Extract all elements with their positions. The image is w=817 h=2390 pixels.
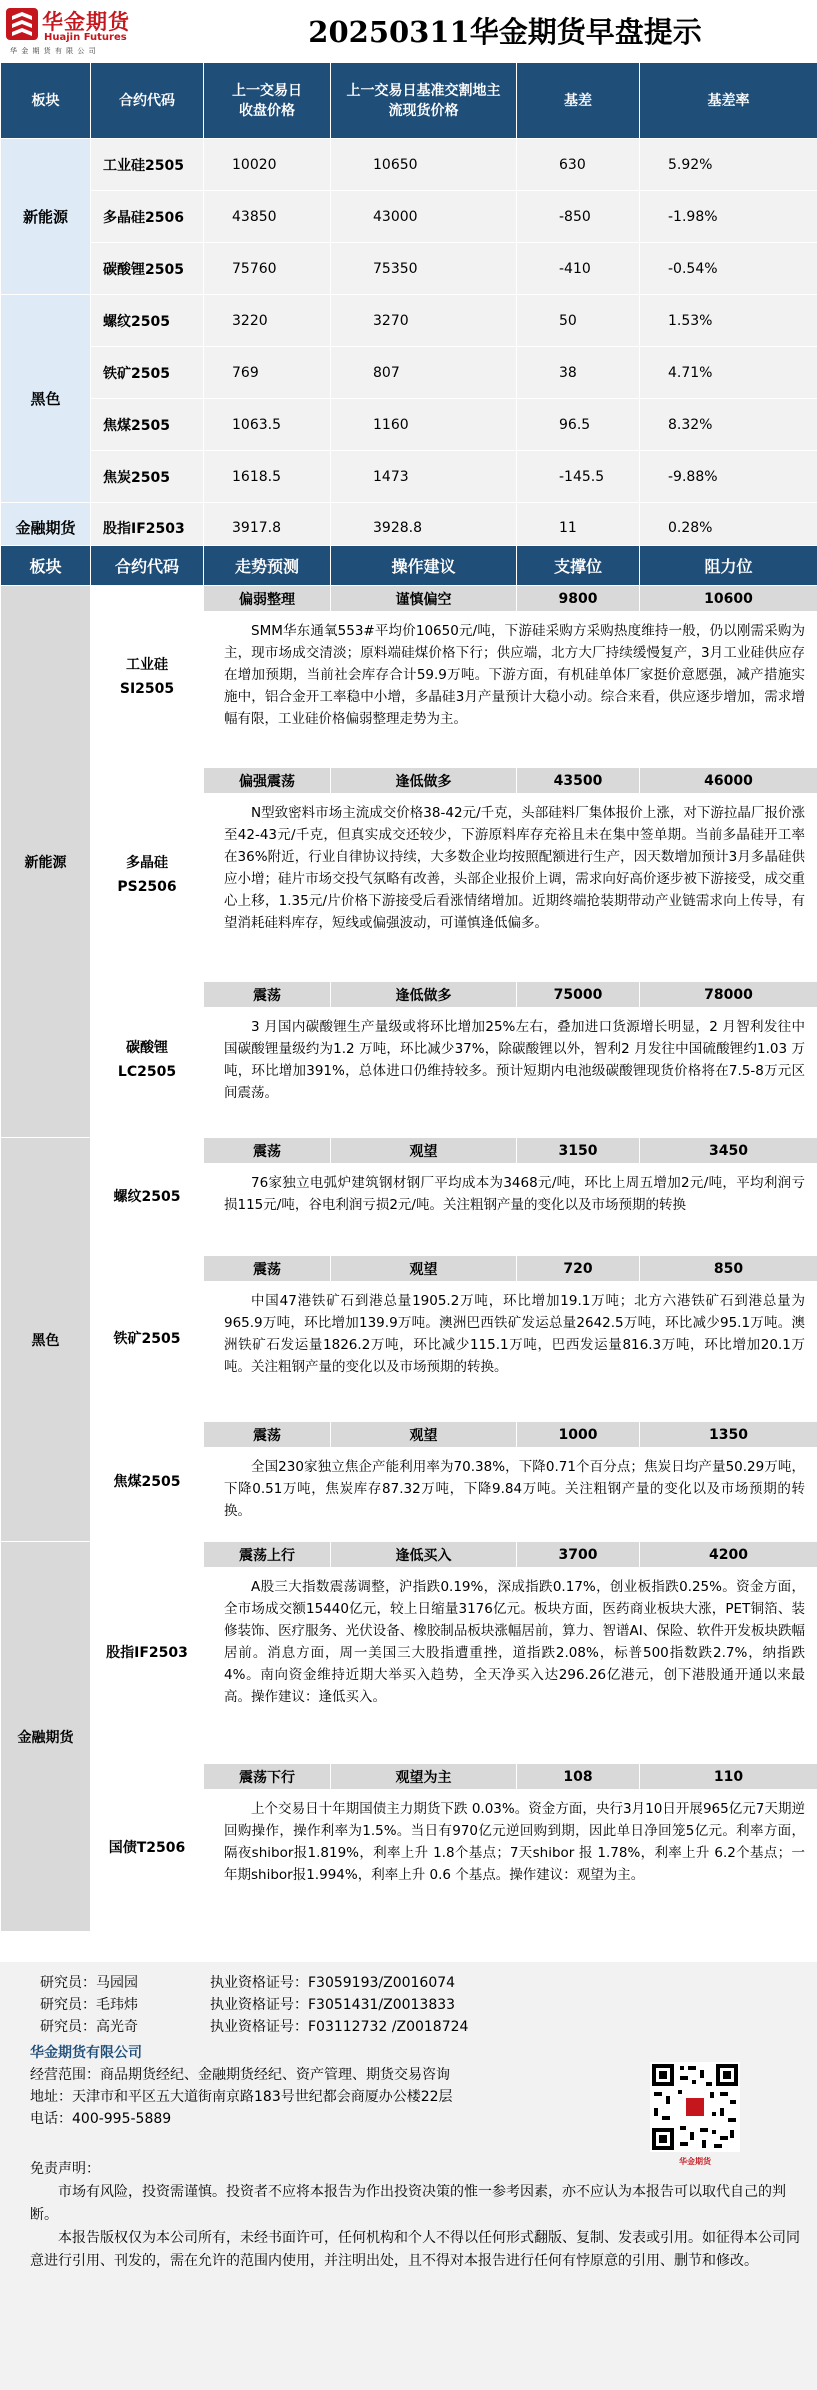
strategy-summary-row — [1, 1422, 817, 1448]
logo-mark-icon — [6, 8, 38, 40]
analysis-text: N型致密料市场主流成交价格38-42元/千克，头部硅料厂集体报价上涨，对下游拉晶厂报价涨至42-43元/千克，但真实成交还较少，下游原料库存充裕且未在集中签单期。当前多晶硅开工率在36%附近，行业自律协议持续，大多数企业均按照配额进行生产，因天数增加预计3月多晶硅供应小增；硅片市场交投气氛略有改善，头部企业报价上调，需求向好高价逐步被下游接受，成交重心上移，1.35元/片价格下游接受后看涨情绪增加。近期终端抢装期带动产业链需求向上传导，有望消耗硅料库存，短线或偏强波动，可谨慎逢低偏多。 — [204, 794, 817, 982]
contract-code: 焦煤2505 — [91, 399, 204, 451]
resistance-level: 850 — [640, 1256, 817, 1282]
analysis-text: SMM华东通氧553#平均价10650元/吨，下游硅采购方采购热度维持一般，仍以刚需采购为主，现市场成交清淡；原料端硅煤价格下行；供应端，北方大厂持续缓慢复产，3月工业硅供应存在增加预期，当前社会库存合计59.9万吨。下游方面，有机硅单体厂家挺价意愿强，减产措施实施中，铝合金开工率稳中小增，多晶硅3月产量预计大稳小动。综合来看，供应逐步增加，需求增幅有限，工业硅价格偏弱整理走势为主。 — [204, 612, 817, 768]
basis-value: 630 — [517, 139, 640, 191]
support-level: 43500 — [517, 768, 640, 794]
close-price: 769 — [204, 347, 331, 399]
basis-row — [1, 399, 817, 451]
spot-price: 10650 — [331, 139, 517, 191]
analysis-text: 3 月国内碳酸锂生产量级或将环比增加25%左右，叠加进口货源增长明显，2 月智利发往中国碳酸锂量级约为1.2 万吨，环比减少37%，除碳酸锂以外，智利2 月发往中国硫酸锂约1.03 万吨，环比增加391%，总体进口仍维持较多。预计短期内电池级碳酸锂现货价格将在7.5-8万元区间震荡。 — [204, 1008, 817, 1138]
basis-header-cell: 合约代码 — [91, 63, 204, 139]
strategy-summary-row — [1, 586, 817, 612]
strategy-header-cell: 板块 — [1, 546, 91, 586]
analyst-cert: 执业资格证号：F3059193/Z0016074 — [210, 1975, 456, 1991]
basis-row — [1, 347, 817, 399]
basis-row — [1, 139, 817, 191]
basis-row — [1, 295, 817, 347]
contact-info — [30, 2064, 453, 2130]
strategy-header-cell: 支撑位 — [517, 546, 640, 586]
strategy-summary-row — [1, 1138, 817, 1164]
operation-advice: 谨慎偏空 — [331, 586, 517, 612]
close-price: 43850 — [204, 191, 331, 243]
basis-row — [1, 243, 817, 295]
spot-price: 43000 — [331, 191, 517, 243]
operation-advice: 逢低做多 — [331, 982, 517, 1008]
contract-code: 多晶硅 PS2506 — [91, 768, 204, 982]
spot-price: 1160 — [331, 399, 517, 451]
close-price: 1063.5 — [204, 399, 331, 451]
spot-price: 807 — [331, 347, 517, 399]
support-level: 3150 — [517, 1138, 640, 1164]
strategy-table — [0, 545, 817, 1932]
sector-name: 金融期货 — [1, 503, 91, 553]
report-footer — [0, 1962, 817, 2390]
disclaimer-paragraph: 本报告版权仅为本公司所有，未经书面许可，任何机构和个人不得以任何形式翻版、复制、发表或引用。如征得本公司同意进行引用、刊发的，需在允许的范围内使用，并注明出处，且不得对本报告进行任何有悖原意的引用、删节和修改。 — [30, 2230, 800, 2269]
analyst-name: 研究员：高光奇 — [40, 2019, 138, 2035]
qr-caption: 华金期货 — [679, 2157, 711, 2166]
basis-header-cell: 上一交易日 收盘价格 — [204, 63, 331, 139]
resistance-level: 4200 — [640, 1542, 817, 1568]
resistance-level: 110 — [640, 1764, 817, 1790]
logo-sub-text: 华 金 期 货 有 限 公 司 — [10, 47, 97, 55]
trend-forecast: 震荡 — [204, 982, 331, 1008]
sector-name: 新能源 — [1, 586, 91, 1138]
contract-code: 碳酸锂 LC2505 — [91, 982, 204, 1138]
basis-value: -145.5 — [517, 451, 640, 503]
strategy-summary-row — [1, 1256, 817, 1282]
sector-name: 黑色 — [1, 1138, 91, 1542]
contract-code: 焦煤2505 — [91, 1422, 204, 1542]
support-level: 720 — [517, 1256, 640, 1282]
close-price: 3917.8 — [204, 503, 331, 553]
basis-rate: 8.32% — [640, 399, 817, 451]
analyst-row — [40, 2016, 468, 2038]
basis-row — [1, 191, 817, 243]
basis-header-cell: 基差 — [517, 63, 640, 139]
close-price: 10020 — [204, 139, 331, 191]
resistance-level: 78000 — [640, 982, 817, 1008]
contract-code: 国债T2506 — [91, 1764, 204, 1932]
sector-name: 新能源 — [1, 139, 91, 295]
trend-forecast: 偏弱整理 — [204, 586, 331, 612]
basis-rate: 1.53% — [640, 295, 817, 347]
support-level: 1000 — [517, 1422, 640, 1448]
disclaimer-title: 免责声明： — [30, 2161, 100, 2177]
contract-code: 多晶硅2506 — [91, 191, 204, 243]
disclaimer-paragraph: 市场有风险，投资需谨慎。投资者不应将本报告为作出投资决策的惟一参考因素，亦不应认为本报告可以取代自己的判断。 — [30, 2184, 786, 2223]
contract-code: 铁矿2505 — [91, 347, 204, 399]
basis-header-cell: 上一交易日基准交割地主 流现货价格 — [331, 63, 517, 139]
company-address: 地址：天津市和平区五大道街南京路183号世纪都会商厦办公楼22层 — [30, 2089, 453, 2105]
basis-header-cell: 基差率 — [640, 63, 817, 139]
basis-header-row — [1, 63, 817, 139]
basis-value: -850 — [517, 191, 640, 243]
analyst-name: 研究员：毛玮炜 — [40, 1997, 138, 2013]
analyst-name: 研究员：马园园 — [40, 1975, 138, 1991]
strategy-header-cell: 合约代码 — [91, 546, 204, 586]
operation-advice: 逢低买入 — [331, 1542, 517, 1568]
sector-name: 金融期货 — [1, 1542, 91, 1932]
spot-price: 75350 — [331, 243, 517, 295]
analyst-row — [40, 1972, 468, 1994]
support-level: 9800 — [517, 586, 640, 612]
analysis-text: 76家独立电弧炉建筑钢材钢厂平均成本为3468元/吨，环比上周五增加2元/吨，平均利润亏损115元/吨，谷电利润亏损2元/吨。关注粗钢产量的变化以及市场预期的转换 — [204, 1164, 817, 1256]
logo-cn-text: 华金期货 — [42, 10, 130, 34]
operation-advice: 观望 — [331, 1256, 517, 1282]
strategy-header-cell: 操作建议 — [331, 546, 517, 586]
basis-header-cell: 板块 — [1, 63, 91, 139]
analysis-text: 上个交易日十年期国债主力期货下跌 0.03%。资金方面，央行3月10日开展965亿元7天期逆回购操作，操作利率为1.5%。当日有970亿元逆回购到期，因此单日净回笼5亿元。利率方面，隔夜shibor报1.819%，利率上升 1.8个基点；7天shibor 报 1.78%，利率上升 6.2个基点；一年期shibor报1.994%，利率上升 0.6 个基点。操作建议：观望为主。 — [204, 1790, 817, 1932]
spot-price: 3270 — [331, 295, 517, 347]
trend-forecast: 震荡 — [204, 1256, 331, 1282]
basis-value: 50 — [517, 295, 640, 347]
operation-advice: 观望 — [331, 1138, 517, 1164]
contract-code: 股指IF2503 — [91, 503, 204, 553]
qr-code-icon — [650, 2062, 740, 2152]
close-price: 1618.5 — [204, 451, 331, 503]
basis-value: 11 — [517, 503, 640, 553]
basis-rate: -1.98% — [640, 191, 817, 243]
company-logo — [6, 6, 176, 56]
close-price: 3220 — [204, 295, 331, 347]
analyst-cert: 执业资格证号：F3051431/Z0013833 — [210, 1997, 456, 2013]
support-level: 3700 — [517, 1542, 640, 1568]
operation-advice: 观望为主 — [331, 1764, 517, 1790]
business-scope: 经营范围：商品期货经纪、金融期货经纪、资产管理、期货交易咨询 — [30, 2067, 450, 2083]
trend-forecast: 震荡下行 — [204, 1764, 331, 1790]
basis-rate: 0.28% — [640, 503, 817, 553]
trend-forecast: 震荡上行 — [204, 1542, 331, 1568]
basis-rate: -0.54% — [640, 243, 817, 295]
report-header — [0, 0, 817, 62]
spot-price: 1473 — [331, 451, 517, 503]
strategy-summary-row — [1, 1764, 817, 1790]
basis-table — [0, 62, 817, 553]
support-level: 108 — [517, 1764, 640, 1790]
trend-forecast: 偏强震荡 — [204, 768, 331, 794]
basis-rate: -9.88% — [640, 451, 817, 503]
analyst-row — [40, 1994, 468, 2016]
resistance-level: 1350 — [640, 1422, 817, 1448]
strategy-summary-row — [1, 982, 817, 1008]
resistance-level: 10600 — [640, 586, 817, 612]
resistance-level: 3450 — [640, 1138, 817, 1164]
basis-value: 96.5 — [517, 399, 640, 451]
analysis-text: 中国47港铁矿石到港总量1905.2万吨，环比增加19.1万吨；北方六港铁矿石到港总量为965.9万吨，环比增加139.9万吨。澳洲巴西铁矿发运总量2642.5万吨，环比减少95.1万吨。澳洲铁矿石发运量1826.2万吨，环比减少115.1万吨，巴西发运量816.3万吨，环比增加20.1万吨。关注粗钢产量的变化以及市场预期的转换。 — [204, 1282, 817, 1422]
analyst-list — [40, 1972, 468, 2038]
sector-name: 黑色 — [1, 295, 91, 503]
contract-code: 工业硅 SI2505 — [91, 586, 204, 768]
resistance-level: 46000 — [640, 768, 817, 794]
contract-code: 螺纹2505 — [91, 1138, 204, 1256]
contract-code: 铁矿2505 — [91, 1256, 204, 1422]
operation-advice: 逢低做多 — [331, 768, 517, 794]
strategy-header-cell: 走势预测 — [204, 546, 331, 586]
logo-en-text: Huajin Futures — [44, 32, 127, 43]
page-title: 20250311华金期货早盘提示 — [308, 15, 702, 49]
spot-price: 3928.8 — [331, 503, 517, 553]
qr-code — [650, 2062, 740, 2166]
strategy-header-cell: 阻力位 — [640, 546, 817, 586]
contract-code: 碳酸锂2505 — [91, 243, 204, 295]
support-level: 75000 — [517, 982, 640, 1008]
contract-code: 螺纹2505 — [91, 295, 204, 347]
basis-rate: 5.92% — [640, 139, 817, 191]
contract-code: 股指IF2503 — [91, 1542, 204, 1764]
company-phone: 电话：400-995-5889 — [30, 2111, 172, 2127]
strategy-summary-row — [1, 1542, 817, 1568]
basis-value: 38 — [517, 347, 640, 399]
disclaimer — [30, 2158, 800, 2273]
contract-code: 工业硅2505 — [91, 139, 204, 191]
basis-value: -410 — [517, 243, 640, 295]
close-price: 75760 — [204, 243, 331, 295]
company-name: 华金期货有限公司 — [30, 2045, 142, 2061]
strategy-summary-row — [1, 768, 817, 794]
contract-code: 焦炭2505 — [91, 451, 204, 503]
analyst-cert: 执业资格证号：F03112732 /Z0018724 — [210, 2019, 469, 2035]
analysis-text: 全国230家独立焦企产能利用率为70.38%，下降0.71个百分点；焦炭日均产量50.29万吨，下降0.51万吨，焦炭库存87.32万吨，下降9.84万吨。关注粗钢产量的变化以及市场预期的转换。 — [204, 1448, 817, 1542]
trend-forecast: 震荡 — [204, 1138, 331, 1164]
basis-row — [1, 451, 817, 503]
analysis-text: A股三大指数震荡调整，沪指跌0.19%，深成指跌0.17%，创业板指跌0.25%。资金方面，全市场成交额15440亿元，较上日缩量3176亿元。板块方面，医药商业板块大涨，PET铜箔、装修装饰、医疗服务、光伏设备、橡胶制品板块涨幅居前，算力、智谱AI、保险、软件开发板块跌幅居前。消息方面，周一美国三大股指遭重挫，道指跌2.08%，标普500指数跌2.7%，纳指跌4%。南向资金维持近期大举买入趋势，全天净买入达296.26亿港元，创下港股通开通以来最高。操作建议：逢低买入。 — [204, 1568, 817, 1764]
operation-advice: 观望 — [331, 1422, 517, 1448]
trend-forecast: 震荡 — [204, 1422, 331, 1448]
strategy-header-row — [1, 546, 817, 586]
basis-rate: 4.71% — [640, 347, 817, 399]
